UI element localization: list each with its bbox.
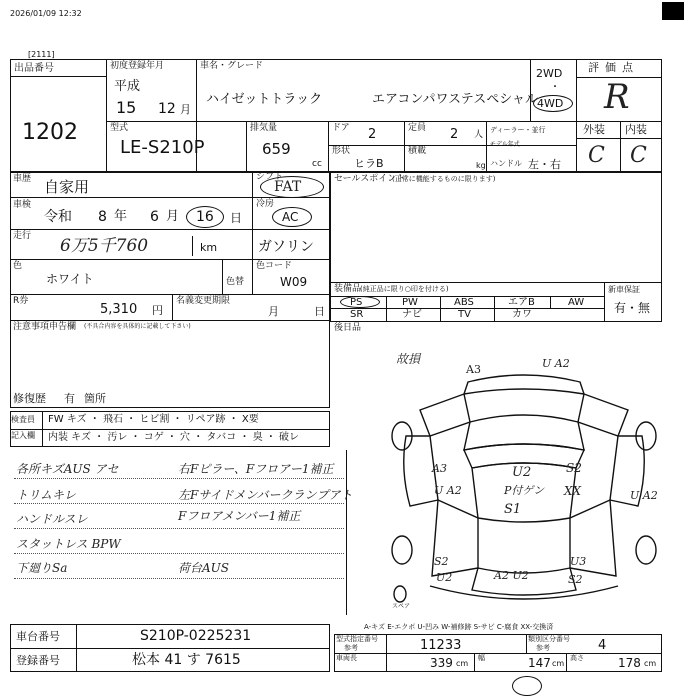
registration-label: 初度登録年月 (110, 61, 165, 71)
lot-label: 出品番号 (14, 63, 54, 74)
doors-label: ドア (332, 123, 350, 133)
equip-airbag: エアB (508, 297, 535, 308)
note-right-1: 右Fピラー、Fフロアー1補正 (178, 462, 334, 476)
recycle-unit: 円 (152, 304, 163, 317)
new-car-warranty-value: 有・無 (614, 301, 651, 315)
plate-value: 松本 41 す 7615 (132, 652, 241, 668)
diag-label-2: A3 (466, 363, 481, 376)
diag-label-4: A3 (432, 462, 447, 475)
shape-value: ヒラB (354, 157, 384, 170)
title-deadline-day: 日 (314, 305, 325, 318)
recycle-label: R券 (13, 296, 29, 306)
length-label: 車両長 (336, 654, 357, 662)
chassis-value: S210P-0225231 (140, 628, 252, 644)
diag-spare-label: スペア (392, 603, 411, 610)
inspection-day: 16 (196, 209, 214, 225)
color-label: 色 (13, 261, 23, 271)
mileage-label: 走行 (13, 231, 32, 241)
note-right-2: 左Fサイドメンバークランプアト (178, 488, 353, 502)
class-number-label: 類別区分番号 (528, 635, 570, 643)
color-code-label: 色コード (256, 261, 293, 271)
note-right-4: 荷台AUS (178, 561, 230, 575)
damage-legend: A-キズ E-エクボ U-凹み W-補修跡 S-サビ C-腐食 XX-交換済 (364, 623, 554, 631)
recycle-value: 5,310 (100, 302, 138, 317)
inspection-year-unit: 年 (114, 209, 128, 224)
equip-tv: TV (458, 309, 471, 320)
chassis-label: 車台番号 (16, 630, 60, 643)
registration-era: 平成 (114, 79, 141, 94)
diag-label-5: U A2 (434, 484, 462, 497)
width-label: 幅 (478, 654, 485, 662)
title-deadline-label: 名義変更期限 (176, 296, 231, 306)
handle-value: 左・右 (528, 158, 561, 171)
class-number-value: 4 (598, 638, 607, 653)
fuel-value: ガソリン (258, 239, 314, 255)
note-left-2: トリムキレ (16, 488, 76, 502)
diag-label-15: U3 (570, 555, 587, 568)
equip-navi: ナビ (402, 309, 422, 320)
inspector-fw-row: FW キズ ・ 飛石 ・ ヒビ割 ・ リペア跡 ・ X要 (48, 414, 259, 425)
diag-label-7: S2 (566, 461, 582, 475)
equip-abs: ABS (454, 297, 474, 308)
model-label: 型式 (110, 123, 129, 133)
height-label: 高さ (570, 654, 584, 662)
model-value: LE-S210P (120, 137, 205, 158)
mileage-value: 6万5千760 (60, 236, 149, 256)
load-label: 積載 (408, 146, 427, 156)
diag-label-3: U A2 (542, 357, 570, 370)
inspector-mark (512, 676, 542, 696)
diag-label-12: S2 (434, 555, 449, 568)
car-grade: エアコンパワステスペシャル (372, 92, 539, 107)
diag-label-13: U2 (436, 571, 453, 584)
car-name-label: 車名・グレード (200, 61, 264, 71)
plate-label: 登録番号 (16, 654, 60, 667)
post-input-label: 後日品 (334, 323, 362, 333)
length-value: 339 (430, 656, 453, 670)
sales-points-label: セールスポイント (334, 174, 406, 184)
interior-label: 内装 (625, 123, 647, 136)
exterior-label: 外装 (583, 123, 605, 136)
equip-pw: PW (402, 297, 418, 308)
displacement-unit: cc (312, 159, 322, 169)
corner-marker (662, 2, 684, 20)
width-unit: cm (552, 659, 565, 668)
history-value: 自家用 (44, 178, 90, 196)
handle-label: ハンドル (490, 159, 522, 168)
rating-value: R (604, 77, 630, 117)
diag-label-16: S2 (568, 573, 583, 586)
type-designation-sub: 参考 (344, 644, 358, 652)
inspection-month: 6 (150, 209, 159, 225)
diag-label-9: XX (564, 484, 582, 498)
ac-label: 冷房 (256, 199, 275, 209)
interior-value: C (630, 143, 647, 168)
inspection-era: 令和 (44, 209, 72, 225)
history-label: 車歴 (13, 174, 32, 184)
shape-label: 形状 (332, 146, 351, 156)
inspection-label: 車検 (13, 200, 32, 210)
car-name: ハイゼットトラック (206, 92, 323, 107)
height-value: 178 (618, 656, 641, 670)
inspector-label-2: 記入欄 (11, 431, 35, 440)
new-car-warranty-label: 新車保証 (608, 285, 640, 294)
class-number-sub: 参考 (536, 644, 550, 652)
note-left-4: スタットレス BPW (16, 537, 121, 551)
drive-2wd: 2WD (536, 67, 563, 80)
note-left-3: ハンドルスレ (16, 512, 88, 526)
load-unit: kg (476, 161, 486, 170)
equip-aw: AW (568, 297, 585, 308)
note-left-5: 下廻りSa (16, 561, 68, 575)
right-detail-frame (330, 172, 662, 322)
print-timestamp: 2026/01/09 12:32 (10, 9, 82, 18)
registration-year: 15 (116, 98, 137, 117)
repair-suffix: 箇所 (84, 392, 106, 405)
diag-label-11: U A2 (630, 489, 658, 502)
inspector-label-1: 検査員 (11, 415, 35, 424)
equip-leather: カワ (512, 309, 532, 320)
notes-sub: (不具合内容を具体的に記載して下さい) (84, 323, 191, 330)
lot-number: 1202 (22, 120, 78, 145)
note-left-1: 各所キズAUS アセ (16, 462, 119, 476)
drive-dot: ・ (550, 82, 560, 93)
exterior-value: C (588, 143, 605, 168)
ac-value: AC (282, 210, 299, 224)
registration-month-unit: 月 (180, 103, 191, 116)
doors-value: 2 (368, 127, 377, 142)
rating-label: 評価点 (588, 61, 639, 74)
title-deadline-month: 月 (268, 305, 279, 318)
model-year-label: モデル年式 (490, 141, 520, 148)
repair-value: 有 (64, 392, 75, 405)
width-value: 147 (528, 656, 551, 670)
inspection-year: 8 (98, 209, 107, 225)
diag-label-8: P付ゲン (504, 484, 545, 497)
equipment-sub: (純正品に限り○印を付ける) (360, 285, 449, 293)
type-designation-value: 11233 (420, 638, 462, 653)
sales-points-sub: (正常に機能するものに限ります) (392, 175, 496, 183)
color-value: ホワイト (46, 272, 94, 286)
equipment-label: 装備品 (334, 284, 362, 294)
capacity-label: 定員 (408, 123, 427, 133)
color-change-label: 色替 (226, 277, 245, 287)
type-designation-label: 型式指定番号 (336, 635, 378, 643)
form-code: [2111] (28, 50, 55, 59)
shift-value: FAT (274, 179, 302, 195)
registration-month: 12 (158, 101, 176, 117)
diag-label-1: 故損 (396, 352, 421, 366)
length-unit: cm (456, 659, 469, 668)
color-code: W09 (280, 275, 308, 289)
displacement-label: 排気量 (250, 123, 278, 133)
note-right-3: Fフロアメンバー1補正 (178, 509, 301, 523)
equip-ps: PS (350, 297, 363, 308)
inspector-interior-row: 内装 キズ ・ 汚レ ・ コゲ ・ 穴 ・ タバコ ・ 臭 ・ 破レ (48, 432, 300, 443)
equip-sr: SR (350, 309, 364, 320)
diag-label-10: S1 (504, 502, 522, 517)
inspection-day-unit: 日 (230, 211, 243, 225)
displacement-value: 659 (262, 140, 291, 158)
dealer-label: ディーラー・並行 (490, 126, 546, 134)
shift-label: シフト (256, 172, 284, 182)
mileage-unit: km (200, 241, 218, 254)
diag-label-14: A2 U2 (494, 569, 529, 582)
notes-label: 注意事項申告欄 (13, 322, 77, 332)
repair-label: 修復歴 (13, 392, 46, 405)
capacity-value: 2 (450, 127, 459, 142)
drive-4wd: 4WD (537, 97, 564, 110)
inspection-month-unit: 月 (166, 209, 180, 224)
capacity-unit: 人 (474, 130, 484, 140)
diag-label-6: U2 (512, 465, 532, 480)
height-unit: cm (644, 659, 657, 668)
